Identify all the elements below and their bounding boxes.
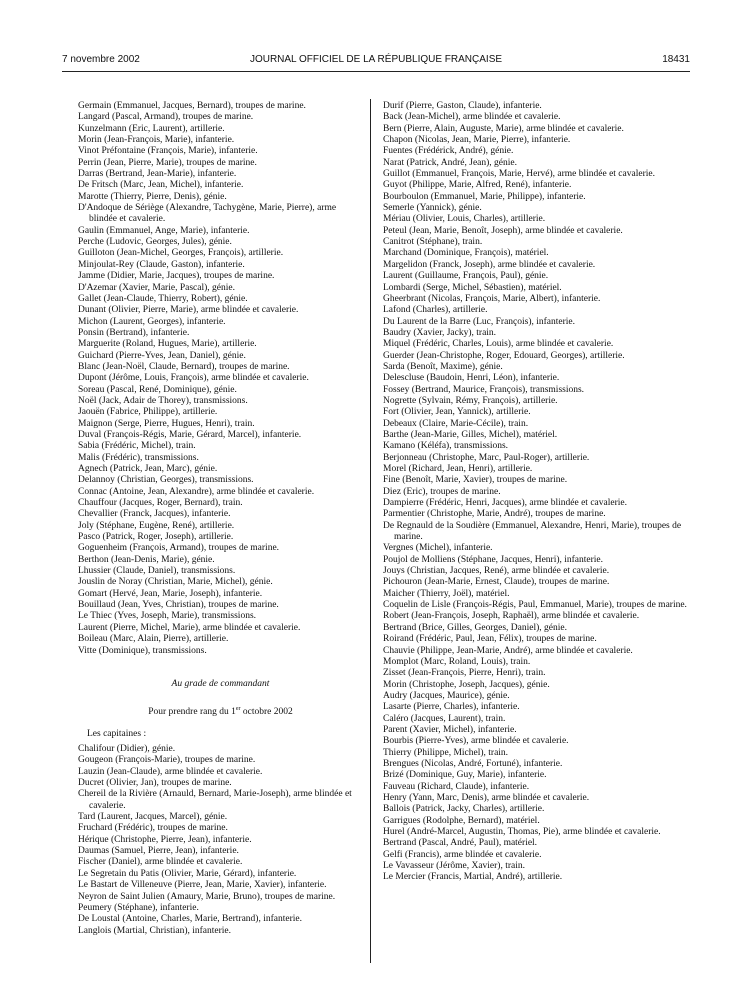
section-subtitle xyxy=(78,704,363,719)
list-item: De Regnauld de la Soudière (Emmanuel, Alexandre, Henri, Marie), troupes de marine. xyxy=(383,520,682,543)
list-item: Lasarte (Pierre, Charles), infanterie. xyxy=(383,702,520,713)
list-item: Langlois (Martial, Christian), infanterie. xyxy=(78,925,232,936)
list-item: Bourboulon (Emmanuel, Marie, Philippe), infanterie. xyxy=(383,191,586,202)
list-item: Kamano (Kéléfa), transmissions. xyxy=(383,441,509,452)
list-item: Audry (Jacques, Maurice), génie. xyxy=(383,690,510,701)
list-item: Guillot (Emmanuel, François, Marie, Hervé), arme blindée et cavalerie. xyxy=(383,169,655,180)
list-item: Garrigues (Rodolphe, Bernard), matériel. xyxy=(383,815,540,826)
header-date: 7 novembre 2002 xyxy=(62,54,140,65)
list-item: Noël (Jack, Adair de Thorey), transmissions. xyxy=(78,395,248,406)
list-item: D'Azemar (Xavier, Marie, Pascal), génie. xyxy=(78,282,235,293)
list-item: Durif (Pierre, Gaston, Claude), infanterie. xyxy=(383,101,542,111)
subtitle-after: octobre 2002 xyxy=(240,707,293,718)
list-item: Soreau (Pascal, René, Dominique), génie. xyxy=(78,384,237,395)
list-item: D'Andoque de Sériège (Alexandre, Tachygène, Marie, Pierre), arme blindée et cavalerie. xyxy=(78,203,337,225)
list-item: Blanc (Jean-Noël, Claude, Bernard), troupes de marine. xyxy=(78,361,290,372)
list-item: Le Bastart de Villeneuve (Pierre, Jean, Marie, Xavier), infanterie. xyxy=(78,880,327,891)
list-item: Chalifour (Didier), génie. xyxy=(78,744,176,755)
list-item: Michon (Laurent, Georges), infanterie. xyxy=(78,316,226,327)
list-item: Agnech (Patrick, Jean, Marc), génie. xyxy=(78,464,218,474)
list-item: Duval (François-Régis, Marie, Gérard, Marcel), infanterie. xyxy=(78,429,302,440)
list-item: Guilloton (Jean-Michel, Georges, François), artillerie. xyxy=(78,248,284,259)
right-entry-list xyxy=(383,101,690,884)
list-item: Delannoy (Christian, Georges), transmissions. xyxy=(78,475,254,486)
list-item: Jouys (Christian, Jacques, René), arme blindée et cavalerie. xyxy=(383,566,610,577)
list-item: Fischer (Daniel), arme blindée et cavalerie. xyxy=(78,857,243,868)
list-item: Guyot (Philippe, Marie, Alfred, René), infanterie. xyxy=(383,180,572,191)
left-column xyxy=(78,101,363,937)
list-item: Pasco (Patrick, Roger, Joseph), artillerie. xyxy=(78,532,234,543)
list-item: Gougeon (François-Marie), troupes de marine. xyxy=(78,755,256,766)
list-item: Gallet (Jean-Claude, Thierry, Robert), génie. xyxy=(78,293,248,304)
list-item: Maicher (Thierry, Joël), matériel. xyxy=(383,588,510,599)
list-item: Goguenheim (François, Armand), troupes de marine. xyxy=(78,543,280,554)
list-item: Lhussier (Claude, Daniel), transmissions. xyxy=(78,566,236,577)
list-item: Delescluse (Baudoin, Henri, Léon), infanterie. xyxy=(383,373,560,384)
list-item: Hurel (André-Marcel, Augustin, Thomas, Pie), arme blindée et cavalerie. xyxy=(383,827,661,837)
list-item: Jaouën (Fabrice, Philippe), artillerie. xyxy=(78,407,218,418)
list-item: Bourbis (Pierre-Yves), arme blindée et cavalerie. xyxy=(383,736,569,747)
list-item: Lauzin (Jean-Claude), arme blindée et cavalerie. xyxy=(78,766,263,777)
list-item: Chauffour (Jacques, Roger, Bernard), train. xyxy=(78,498,243,509)
list-item: Neyron de Saint Julien (Amaury, Marie, Bruno), troupes de marine. xyxy=(78,891,336,902)
subtitle-sup: er xyxy=(235,706,241,713)
list-item: Le Segretain du Patis (Olivier, Marie, Gérard), infanterie. xyxy=(78,868,297,879)
list-item: Vinot Préfontaine (François, Marie), infanterie. xyxy=(78,146,258,157)
list-item: Ballois (Patrick, Jacky, Charles), artillerie. xyxy=(383,804,545,815)
list-item: Peteul (Jean, Marie, Benoît, Joseph), arme blindée et cavalerie. xyxy=(383,225,623,236)
list-item: Minjoulat-Rey (Claude, Gaston), infanterie. xyxy=(78,259,245,270)
list-item: Momplot (Marc, Roland, Louis), train. xyxy=(383,656,531,667)
list-item: Boileau (Marc, Alain, Pierre), artillerie. xyxy=(78,634,229,645)
list-item: Bertrand (Brice, Gilles, Georges, Daniel), génie. xyxy=(383,622,567,633)
list-item: Ponsin (Bertrand), infanterie. xyxy=(78,327,190,338)
list-item: Marguerite (Roland, Hugues, Marie), artillerie. xyxy=(78,339,257,350)
list-item: Vergnes (Michel), infanterie. xyxy=(383,543,493,554)
list-item: Marotte (Thierry, Pierre, Denis), génie. xyxy=(78,191,227,202)
list-item: Debeaux (Claire, Marie-Cécile), train. xyxy=(383,418,529,429)
list-item: Coquelin de Lisle (François-Régis, Paul, Emmanuel, Marie), troupes de marine. xyxy=(383,600,687,611)
list-item: Caléro (Jacques, Laurent), train. xyxy=(383,713,506,724)
list-item: Fossey (Bertrand, Maurice, François), transmissions. xyxy=(383,384,585,395)
list-item: Dupont (Jérôme, Louis, François), arme blindée et cavalerie. xyxy=(78,373,309,384)
header-page-number: 18431 xyxy=(662,54,690,65)
list-item: Guichard (Pierre-Yves, Jean, Daniel), génie. xyxy=(78,350,246,361)
list-item: Berjonneau (Christophe, Marc, Paul-Roger), artillerie. xyxy=(383,452,590,463)
list-item: Chauvie (Philippe, Jean-Marie, André), arme blindée et cavalerie. xyxy=(383,645,633,656)
list-item: Fauveau (Richard, Claude), infanterie. xyxy=(383,781,530,792)
left-entry-list xyxy=(78,101,363,657)
list-item: Connac (Antoine, Jean, Alexandre), arme blindée et cavalerie. xyxy=(78,486,315,497)
list-item: Robert (Jean-François, Joseph, Raphaël), arme blindée et cavalerie. xyxy=(383,611,640,622)
list-item: Canitrot (Stéphane), train. xyxy=(383,237,483,248)
list-item: Ducret (Olivier, Jan), troupes de marine. xyxy=(78,778,232,789)
list-item: Darras (Bertrand, Jean-Marie), infanterie. xyxy=(78,169,237,180)
list-item: Poujol de Molliens (Stéphane, Jacques, Henri), infanterie. xyxy=(383,554,604,565)
list-item: Fine (Benoît, Marie, Xavier), troupes de marine. xyxy=(383,475,568,486)
list-item: Chevallier (Franck, Jacques), infanterie. xyxy=(78,509,231,520)
left-entry-list-2 xyxy=(78,744,363,937)
list-item: Bertrand (Pascal, André, Paul), matériel. xyxy=(383,838,538,849)
list-item: Lafond (Charles), artillerie. xyxy=(383,305,488,316)
header-rule xyxy=(62,71,690,72)
list-item: Brengues (Nicolas, André, Fortuné), infanterie. xyxy=(383,758,563,769)
list-item: Laurent (Pierre, Michel, Marie), arme blindée et cavalerie. xyxy=(78,622,301,633)
list-item: Brizé (Dominique, Guy, Marie), infanterie. xyxy=(383,770,547,781)
header-title: JOURNAL OFFICIEL DE LA RÉPUBLIQUE FRANÇAISE xyxy=(249,54,503,65)
page-header xyxy=(62,54,690,68)
list-item: Morin (Jean-François, Marie), infanterie. xyxy=(78,135,235,146)
list-item: Pichouron (Jean-Marie, Ernest, Claude), troupes de marine. xyxy=(383,577,610,588)
list-item: Parmentier (Christophe, Marie, André), troupes de marine. xyxy=(383,509,606,520)
list-item: Perrin (Jean, Pierre, Marie), troupes de marine. xyxy=(78,157,257,168)
list-item: Dampierre (Frédéric, Henri, Jacques), arme blindée et cavalerie. xyxy=(383,498,627,509)
list-item: Berthon (Jean-Denis, Marie), génie. xyxy=(78,554,215,565)
list-item: Dunant (Olivier, Pierre, Marie), arme blindée et cavalerie. xyxy=(78,305,299,316)
list-item: Jamme (Didier, Marie, Jacques), troupes de marine. xyxy=(78,271,275,282)
list-item: Hérique (Christophe, Pierre, Jean), infanterie. xyxy=(78,834,252,845)
list-item: Malis (Frédéric), transmissions. xyxy=(78,452,199,463)
list-item: Le Mercier (Francis, Martial, André), artillerie. xyxy=(383,872,563,883)
list-item: Daumas (Samuel, Pierre, Jean), infanterie. xyxy=(78,846,239,857)
list-item: Bouillaud (Jean, Yves, Christian), troupes de marine. xyxy=(78,600,279,611)
right-column xyxy=(383,101,690,884)
list-item: Gomart (Hervé, Jean, Marie, Joseph), infanterie. xyxy=(78,588,263,599)
list-item: Kunzelmann (Eric, Laurent), artillerie. xyxy=(78,123,225,134)
list-item: Parent (Xavier, Michel), infanterie. xyxy=(383,724,517,735)
list-item: Fuentes (Frédérick, André), génie. xyxy=(383,146,514,157)
subtitle-before: Pour prendre rang du 1 xyxy=(148,707,236,718)
list-item: Germain (Emmanuel, Jacques, Bernard), troupes de marine. xyxy=(78,101,306,111)
list-item: Vitte (Dominique), transmissions. xyxy=(78,645,207,656)
list-item: Roirand (Frédéric, Paul, Jean, Félix), troupes de marine. xyxy=(383,634,597,645)
list-item: Narat (Patrick, André, Jean), génie. xyxy=(383,157,518,168)
column-divider xyxy=(370,99,371,963)
list-item: Jouslin de Noray (Christian, Marie, Michel), génie. xyxy=(78,577,273,588)
list-item: Joly (Stéphane, Eugène, René), artillerie. xyxy=(78,520,235,531)
list-item: Thierry (Philippe, Michel), train. xyxy=(383,747,509,758)
list-item: Tard (Laurent, Jacques, Marcel), génie. xyxy=(78,812,228,823)
list-item: Margelidon (Franck, Joseph), arme blindée et cavalerie. xyxy=(383,259,596,270)
list-item: Morel (Richard, Jean, Henri), artillerie. xyxy=(383,464,533,474)
list-item: Sarda (Benoît, Maxime), génie. xyxy=(383,361,503,372)
list-item: Bern (Pierre, Alain, Auguste, Marie), arme blindée et cavalerie. xyxy=(383,123,624,134)
list-item: Lombardi (Serge, Michel, Sébastien), matériel. xyxy=(383,282,562,293)
list-item: Marchand (Dominique, François), matériel. xyxy=(383,248,549,259)
captains-label: Les capitaines : xyxy=(87,728,147,739)
list-item: Du Laurent de la Barre (Luc, François), infanterie. xyxy=(383,316,576,327)
list-item: Semerle (Yannick), génie. xyxy=(383,203,482,214)
list-item: Gheerbrant (Nicolas, François, Marie, Albert), infanterie. xyxy=(383,293,601,304)
list-item: Mériau (Olivier, Louis, Charles), artillerie. xyxy=(383,214,546,225)
list-item: Maignon (Serge, Pierre, Hugues, Henri), train. xyxy=(78,418,255,429)
list-item: Chapon (Nicolas, Jean, Marie, Pierre), infanterie. xyxy=(383,135,571,146)
list-item: Gaulin (Emmanuel, Ange, Marie), infanterie. xyxy=(78,225,250,236)
list-item: Le Vavasseur (Jérôme, Xavier), train. xyxy=(383,861,526,872)
list-item: Peumery (Stéphane), infanterie. xyxy=(78,902,199,913)
list-item: Guerder (Jean-Christophe, Roger, Edouard, Georges), artillerie. xyxy=(383,350,625,361)
list-item: Fort (Olivier, Jean, Yannick), artillerie. xyxy=(383,407,531,418)
list-item: Laurent (Guillaume, François, Paul), génie. xyxy=(383,271,549,282)
list-item: Back (Jean-Michel), arme blindée et cavalerie. xyxy=(383,112,561,123)
list-item: Chereil de la Rivière (Arnauld, Bernard, Marie-Joseph), arme blindée et cavalerie. xyxy=(78,789,352,811)
list-item: Diez (Eric), troupes de marine. xyxy=(383,486,501,497)
section-title: Au grade de commandant xyxy=(171,678,270,689)
list-item: Miquel (Frédéric, Charles, Louis), arme blindée et cavalerie. xyxy=(383,339,614,350)
list-item: De Fritsch (Marc, Jean, Michel), infanterie. xyxy=(78,180,244,191)
list-item: De Loustal (Antoine, Charles, Marie, Bertrand), infanterie. xyxy=(78,914,302,925)
list-item: Baudry (Xavier, Jacky), train. xyxy=(383,327,497,338)
list-item: Le Thiec (Yves, Joseph, Marie), transmissions. xyxy=(78,611,257,622)
list-item: Sabia (Frédéric, Michel), train. xyxy=(78,441,196,452)
list-item: Morin (Christophe, Joseph, Jacques), génie. xyxy=(383,679,550,690)
list-item: Langard (Pascal, Armand), troupes de marine. xyxy=(78,112,254,123)
list-item: Zisset (Jean-François, Pierre, Henri), train. xyxy=(383,668,546,679)
list-item: Nogrette (Sylvain, Rémy, François), artillerie. xyxy=(383,395,558,406)
list-item: Fruchard (Frédéric), troupes de marine. xyxy=(78,823,228,834)
list-item: Gelfi (Francis), arme blindée et cavalerie. xyxy=(383,849,542,860)
list-item: Henry (Yann, Marc, Denis), arme blindée et cavalerie. xyxy=(383,792,590,803)
list-item: Barthe (Jean-Marie, Gilles, Michel), matériel. xyxy=(383,429,558,440)
list-item: Perche (Ludovic, Georges, Jules), génie. xyxy=(78,237,232,248)
